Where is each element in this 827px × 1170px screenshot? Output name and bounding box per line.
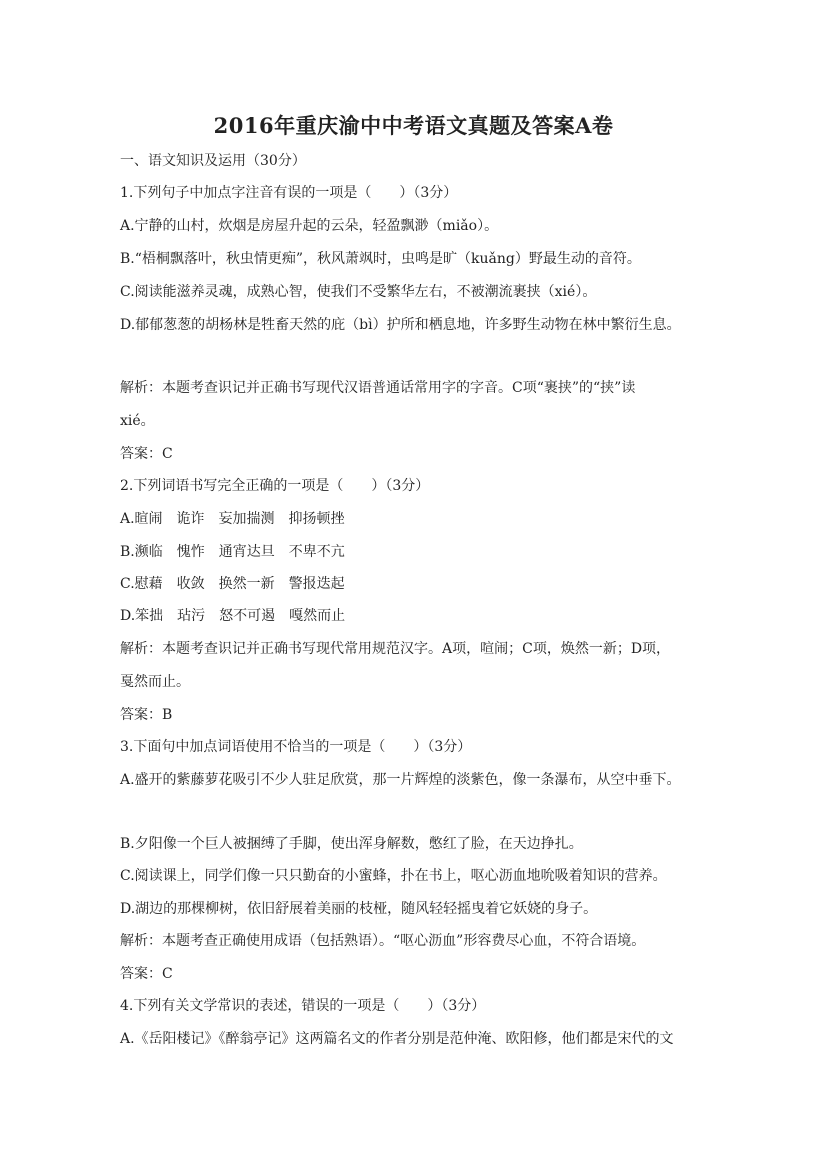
q3-option-b: B.夕阳像一个巨人被捆缚了手脚，使出浑身解数，憋红了脸，在天边挣扎。 [120, 836, 583, 852]
section-heading: 一、语文知识及运用（30分） [120, 153, 306, 169]
q2-option-a: A.暄闹 诡诈 妄加揣测 抑扬顿挫 [120, 511, 345, 527]
q1-option-d: D.郁郁葱葱的胡杨林是牲畜天然的庇（bì）护所和栖息地，许多野生动物在林中繁衍生息。 [120, 317, 681, 333]
q3-option-a: A.盛开的紫藤萝花吸引不少人驻足欣赏，那一片辉煌的淡紫色，像一条瀑布，从空中垂下。 [120, 772, 681, 788]
q3-analysis: 解析：本题考查正确使用成语（包括熟语）。“呕心沥血”形容费尽心血，不符合语境。 [120, 933, 646, 949]
q2-analysis: 解析：本题考查识记并正确书写现代常用规范汉字。A项，喧闹；C项，焕然一新；D项， [120, 641, 671, 657]
q1-option-a: A.宁静的山村，炊烟是房屋升起的云朵，轻盈飘渺（miǎo）。 [120, 218, 499, 234]
question-2: 2.下列词语书写完全正确的一项是（ ）（3分） [120, 478, 430, 494]
q1-analysis: 解析：本题考查识记并正确书写现代汉语普通话常用字的字音。C项“裹挟”的“挟”读 [120, 380, 636, 396]
q3-option-c: C.阅读课上，同学们像一只只勤奋的小蜜蜂，扑在书上，呕心沥血地吮吸着知识的营养。 [120, 868, 667, 884]
q3-option-d: D.湖边的那棵柳树，依旧舒展着美丽的枝桠，随风轻轻摇曳着它妖娆的身子。 [120, 901, 598, 917]
q2-option-d: D.笨拙 玷污 怒不可遏 嘎然而止 [120, 608, 346, 624]
q3-answer: 答案：C [120, 966, 173, 982]
q2-analysis-cont: 戛然而止。 [120, 674, 190, 690]
q1-answer: 答案：C [120, 446, 173, 462]
q1-option-c: C.阅读能滋养灵魂，成熟心智，使我们不受繁华左右，不被潮流裹挟（xié）。 [120, 284, 597, 300]
question-3: 3.下面句中加点词语使用不恰当的一项是（ ）（3分） [120, 739, 472, 755]
q4-option-a: A.《岳阳楼记》《醉翁亭记》这两篇名文的作者分别是范仲淹、欧阳修，他们都是宋代的文 [120, 1031, 674, 1047]
document-title: 2016年重庆渝中中考语文真题及答案A卷 [213, 113, 614, 138]
q1-option-b: B.“梧桐飘落叶，秋虫情更痴”，秋风萧飒时，虫鸣是旷（kuǎng）野最生动的音符。 [120, 251, 641, 267]
q2-option-c: C.慰藉 收敛 换然一新 警报迭起 [120, 576, 345, 592]
q2-option-b: B.濒临 愧怍 通宵达旦 不卑不亢 [120, 544, 345, 560]
question-1: 1.下列句子中加点字注音有误的一项是（ ）（3分） [120, 185, 458, 201]
q1-analysis-cont: xié。 [120, 413, 155, 429]
q2-answer: 答案：B [120, 707, 173, 723]
question-4: 4.下列有关文学常识的表述，错误的一项是（ ）（3分） [120, 998, 486, 1014]
